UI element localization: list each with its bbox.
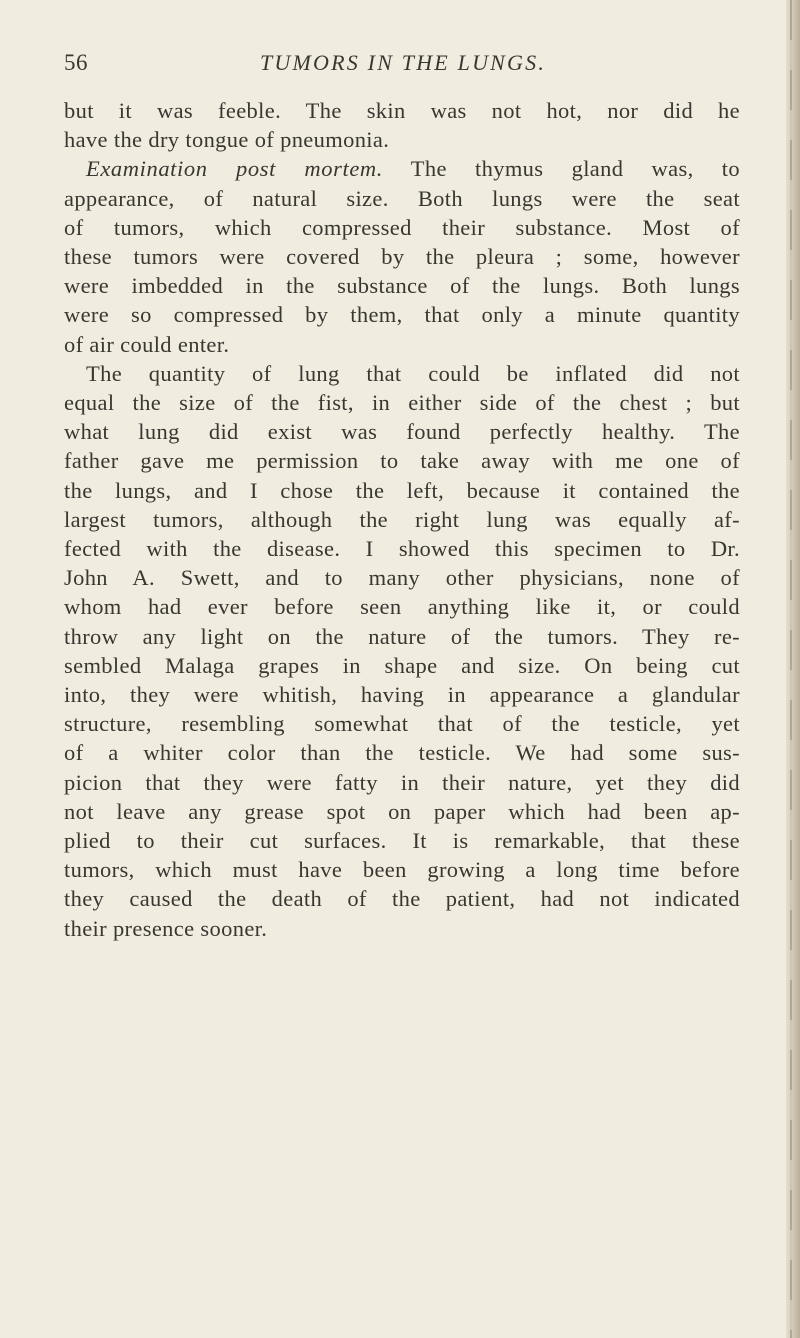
- line-text: equal the size of the fist, in either side of the chest ; but: [64, 390, 740, 416]
- text-line: [64, 242, 740, 271]
- running-head: TUMORS IN THE LUNGS.: [260, 50, 547, 75]
- text-line: [64, 154, 740, 183]
- line-text: father gave me permission to take away with me one of: [64, 448, 740, 474]
- text-line: [64, 534, 740, 563]
- text-line: [64, 622, 740, 651]
- text-line: [64, 330, 740, 359]
- text-line: [64, 680, 740, 709]
- text-line: [64, 446, 740, 475]
- text-line: [64, 563, 740, 592]
- text-line: [64, 651, 740, 680]
- page-number: 56: [64, 50, 88, 75]
- text-line: [64, 768, 740, 797]
- text-line: [64, 476, 740, 505]
- line-text: fected with the disease. I showed this specimen to Dr.: [64, 536, 740, 562]
- line-text: the lungs, and I chose the left, because it contained the: [64, 477, 740, 503]
- line-text: into, they were whitish, having in appearance a glandular: [64, 682, 740, 708]
- text-line: [64, 271, 740, 300]
- text-line: [64, 359, 740, 388]
- text-line: [64, 184, 740, 213]
- line-text: whom had ever before seen anything like it, or could: [64, 594, 740, 620]
- line-text: what lung did exist was found perfectly healthy. The: [64, 419, 740, 445]
- page-header: [64, 50, 744, 84]
- text-line: [64, 797, 740, 826]
- line-text: they caused the death of the patient, had not indicated: [64, 886, 740, 912]
- line-text: of tumors, which compressed their substance. Most of: [64, 214, 740, 240]
- text-line: [64, 213, 740, 242]
- line-text: have the dry tongue of pneumonia.: [64, 127, 390, 153]
- text-line: [64, 592, 740, 621]
- page-edge: [786, 0, 800, 1338]
- line-text: The quantity of lung that could be inflated did not: [86, 360, 740, 386]
- line-text: but it was feeble. The skin was not hot, nor did he: [64, 98, 740, 123]
- line-text: of a whiter color than the testicle. We had some sus-: [64, 740, 740, 766]
- line-text: these tumors were covered by the pleura ; some, however: [64, 244, 740, 270]
- line-text: not leave any grease spot on paper which had been ap-: [64, 798, 740, 824]
- line-text: structure, resembling somewhat that of the testicle, yet: [64, 711, 740, 737]
- text-line: [64, 505, 740, 534]
- line-text: tumors, which must have been growing a long time before: [64, 857, 740, 883]
- line-text: of air could enter.: [64, 331, 230, 357]
- line-text: sembled Malaga grapes in shape and size. On being cut: [64, 652, 740, 678]
- line-text: their presence sooner.: [64, 915, 268, 941]
- text-line: [64, 738, 740, 767]
- line-text: picion that they were fatty in their nature, yet they did: [64, 769, 740, 795]
- line-text: appearance, of natural size. Both lungs were the seat: [64, 185, 740, 211]
- line-text: The thymus gland was, to: [382, 156, 740, 182]
- text-line: [64, 709, 740, 738]
- text-line: [64, 388, 740, 417]
- text-line: [64, 914, 740, 943]
- text-line: [64, 855, 740, 884]
- text-line: [64, 96, 740, 125]
- line-text: plied to their cut surfaces. It is remarkable, that these: [64, 828, 740, 854]
- text-line: [64, 417, 740, 446]
- text-line: [64, 826, 740, 855]
- line-text: were imbedded in the substance of the lungs. Both lungs: [64, 273, 740, 299]
- line-text: were so compressed by them, that only a minute quantity: [64, 302, 740, 328]
- line-text: John A. Swett, and to many other physicians, none of: [64, 565, 740, 591]
- text-line: [64, 300, 740, 329]
- text-line: [64, 125, 740, 154]
- line-text: throw any light on the nature of the tumors. They re-: [64, 623, 740, 649]
- body-text: [64, 96, 740, 943]
- line-text: largest tumors, although the right lung was equally af-: [64, 506, 740, 532]
- italic-phrase: Examination post mortem.: [86, 156, 383, 182]
- text-line: [64, 884, 740, 913]
